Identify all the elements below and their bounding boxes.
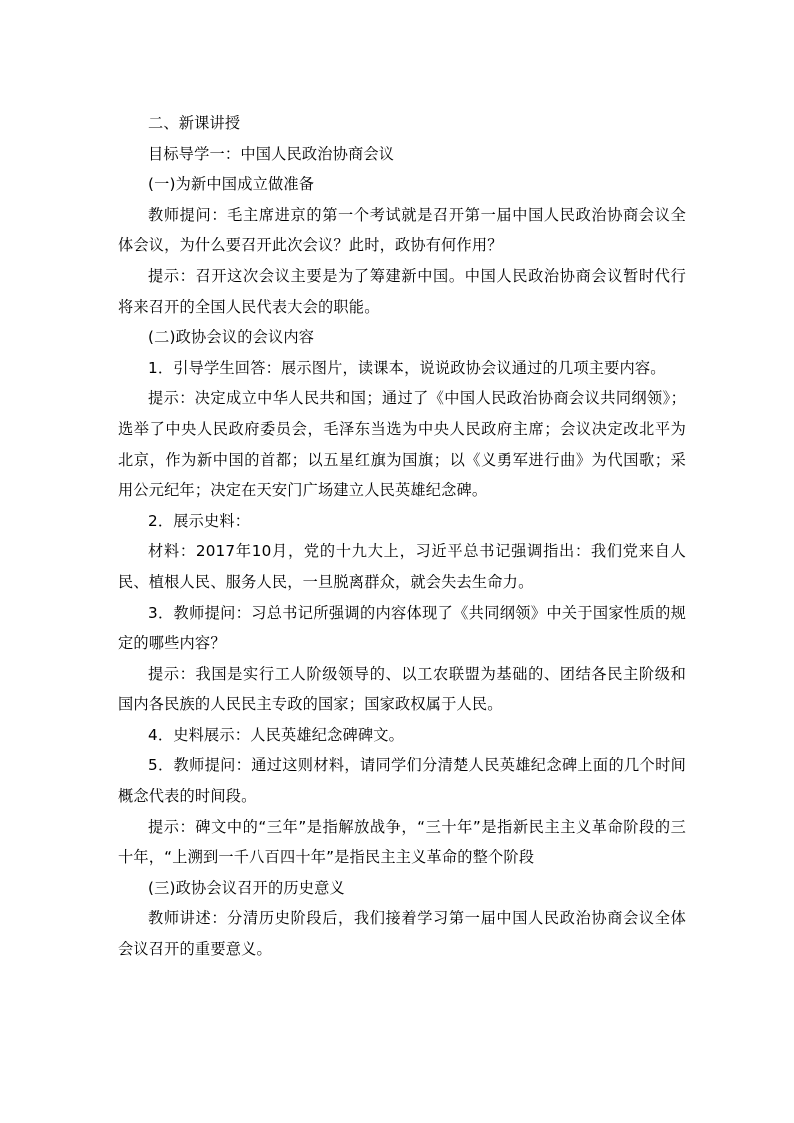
paragraph: 提示：召开这次会议主要是为了筹建新中国。中国人民政治协商会议暂时代行将来召开的全国人民代表大会的职能。 [118,266,686,316]
document-body [118,108,686,965]
paragraph: 提示：碑文中的“三年”是指解放战争，“三十年”是指新民主主义革命阶段的三十年，“上溯到一千八百四十年”是指民主主义革命的整个阶段 [118,817,686,867]
paragraph: 4．史料展示：人民英雄纪念碑碑文。 [148,725,405,744]
subsection-heading: 目标导学一：中国人民政治协商会议 [148,144,395,163]
subsection-heading: (三)政协会议召开的历史意义 [148,878,345,897]
paragraph: 1．引导学生回答：展示图片，读课本，说说政协会议通过的几项主要内容。 [148,358,666,377]
section-heading: 二、新课讲授 [148,114,241,132]
paragraph: 教师提问：毛主席进京的第一个考试就是召开第一届中国人民政治协商会议全体会议，为什么要召开此次会议？此时，政协有何作用？ [118,205,686,255]
paragraph: 2．展示史料： [148,511,251,530]
paragraph: 材料：2017年10月，党的十九大上，习近平总书记强调指出：我们党来自人民、植根人民、服务人民，一旦脱离群众，就会失去生命力。 [118,542,686,591]
subsection-heading: (二)政协会议的会议内容 [148,328,315,347]
subsection-heading: (一)为新中国成立做准备 [148,175,315,194]
paragraph: 提示：决定成立中华人民共和国；通过了《中国人民政治协商会议共同纲领》；选举了中央人民政府委员会，毛泽东当选为中央人民政府主席；会议决定改北平为北京，作为新中国的首都；以五星红旗为国旗；以《义勇军进行曲》为代国歌；采用公元纪年；决定在天安门广场建立人民英雄纪念碑。 [118,389,686,500]
paragraph: 提示：我国是实行工人阶级领导的、以工农联盟为基础的、团结各民主阶级和国内各民族的人民民主专政的国家；国家政权属于人民。 [118,664,686,714]
paragraph: 3．教师提问：习总书记所强调的内容体现了《共同纲领》中关于国家性质的规定的哪些内容？ [118,603,686,653]
paragraph: 5．教师提问：通过这则材料，请同学们分清楚人民英雄纪念碑上面的几个时间概念代表的时间段。 [118,756,686,806]
paragraph: 教师讲述：分清历史阶段后，我们接着学习第一届中国人民政治协商会议全体会议召开的重要意义。 [118,909,686,959]
